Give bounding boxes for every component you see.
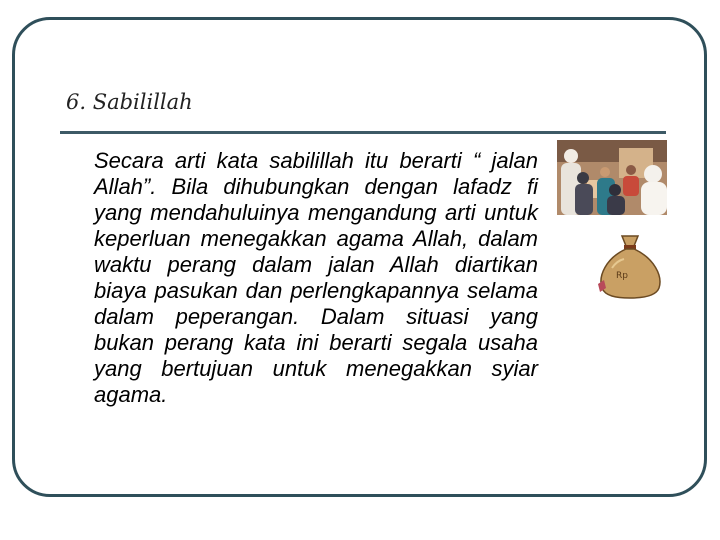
body-paragraph: Secara arti kata sabilillah itu berarti “ jalan Allah”. Bila dihubungkan dengan lafadz fi yang mendahuluinya mengandung arti untuk keperluan menegakkan agama Allah, dalam waktu perang dalam jalan Allah diartikan biaya pasukan dan perlengkapannya selama dalam peperangan. Dalam situasi yang bukan perang kata ini berarti segala usaha yang bertujuan untuk menegakkan syiar agama. [94, 148, 538, 407]
people-gathering-photo [557, 140, 667, 215]
money-bag-icon [596, 232, 664, 300]
title-divider [60, 131, 666, 134]
photo-illustration [557, 140, 667, 215]
money-bag-illustration [596, 232, 664, 300]
bag-label: Rp [616, 271, 628, 281]
slide-title: 6. Sabilillah [66, 90, 193, 114]
